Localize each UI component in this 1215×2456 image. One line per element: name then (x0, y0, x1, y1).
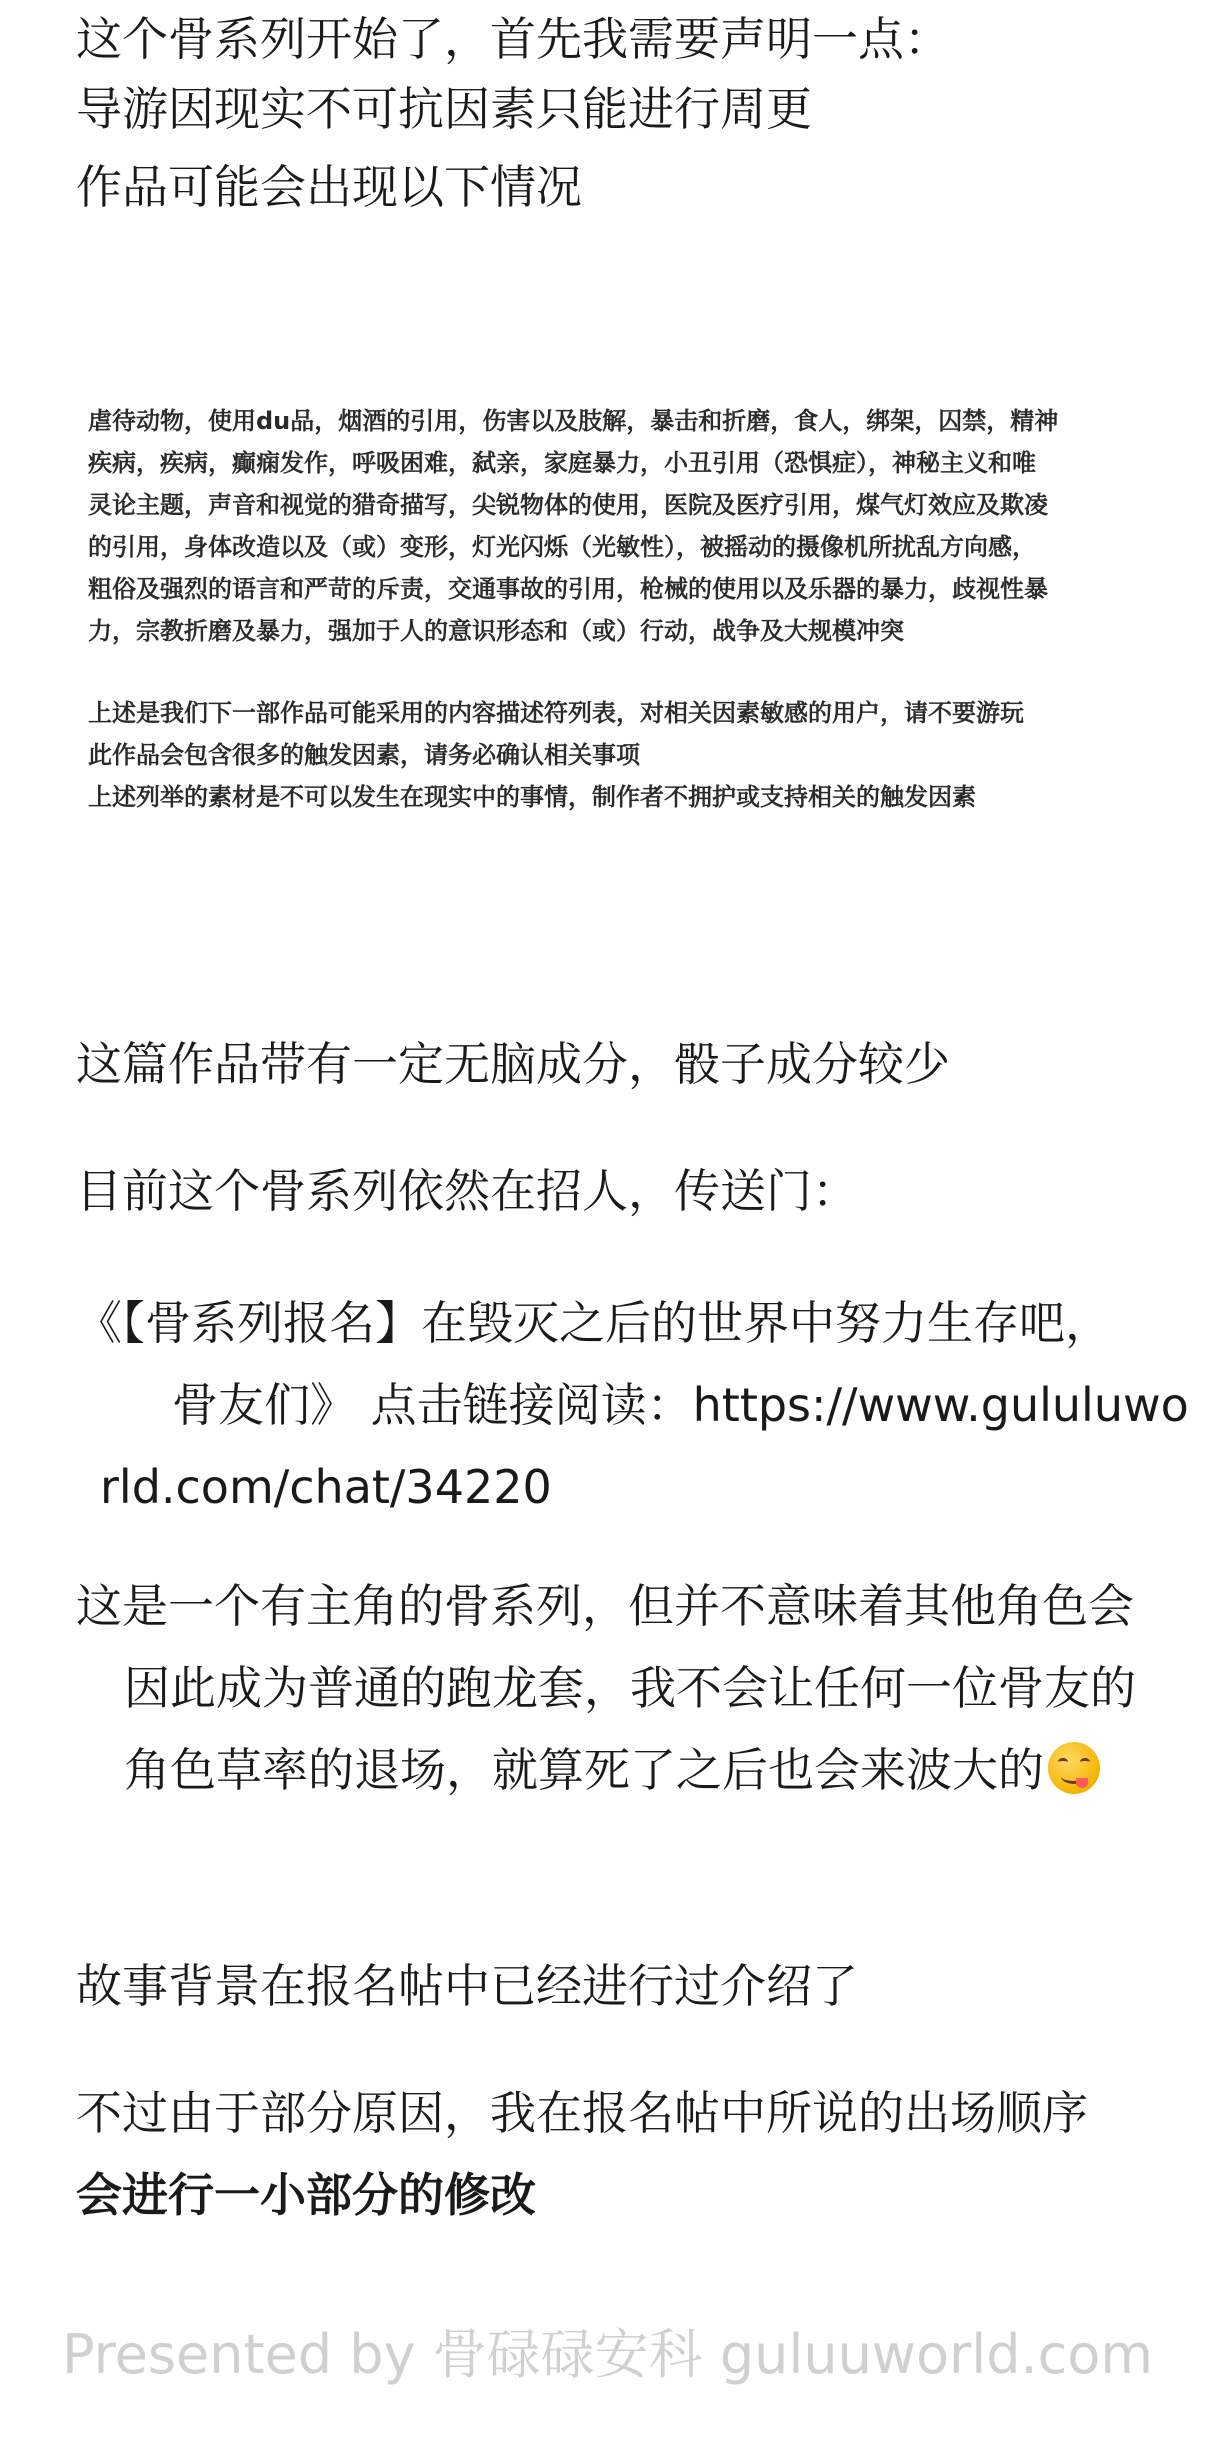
signup-link-line[interactable]: 骨友们》 点击链接阅读：https://www.gululuwo (172, 1378, 1189, 1432)
update-schedule-paragraph: 导游因现实不可抗因素只能进行周更 (76, 82, 812, 136)
order-change-line-bold: 会进行一小部分的修改 (76, 2168, 536, 2222)
recruiting-paragraph: 目前这个骨系列依然在招人，传送门： (76, 1164, 858, 1218)
protagonist-line: 这是一个有主角的骨系列，但并不意味着其他角色会 (76, 1579, 1134, 1633)
background-paragraph: 故事背景在报名帖中已经进行过介绍了 (76, 1959, 858, 2013)
protagonist-line: 因此成为普通的跑龙套，我不会让任何一位骨友的 (124, 1661, 1136, 1715)
content-warning-heading: 作品可能会出现以下情况 (76, 160, 582, 214)
signup-link-line[interactable]: rld.com/chat/34220 (100, 1460, 552, 1514)
warning-line: 疾病，疾病，癫痫发作，呼吸困难，弑亲，家庭暴力，小丑引用（恐惧症），神秘主义和唯 (88, 449, 1036, 477)
warning-line: 灵论主题，声音和视觉的猎奇描写，尖锐物体的使用，医院及医疗引用，煤气灯效应及欺凌 (88, 491, 1048, 519)
warning-line: 粗俗及强烈的语言和严苛的斥责，交通事故的引用，枪械的使用以及乐器的暴力，歧视性暴 (88, 575, 1048, 603)
yum-face-icon (1048, 1742, 1100, 1794)
warning-line: 虐待动物，使用du品，烟酒的引用，伤害以及肢解，暴击和折磨，食人，绑架，囚禁，精神 (88, 407, 1059, 435)
intro-paragraph: 这个骨系列开始了，首先我需要声明一点： (76, 12, 950, 66)
warning-note: 上述列举的素材是不可以发生在现实中的事情，制作者不拥护或支持相关的触发因素 (88, 783, 976, 811)
signup-link-paragraph (76, 1282, 1189, 1528)
warning-line: 的引用，身体改造以及（或）变形，灯光闪烁（光敏性），被摇动的摄像机所扰乱方向感， (88, 533, 1036, 561)
protagonist-paragraph (76, 1565, 1136, 1811)
content-warning-image (88, 400, 1138, 850)
warning-note: 上述是我们下一部作品可能采用的内容描述符列表，对相关因素敏感的用户，请不要游玩 (88, 699, 1024, 727)
style-note-paragraph: 这篇作品带有一定无脑成分，骰子成分较少 (76, 1037, 950, 1091)
protagonist-line: 角色草率的退场，就算死了之后也会来波大的 (124, 1743, 1044, 1797)
order-change-line: 不过由于部分原因，我在报名帖中所说的出场顺序 (76, 2086, 1088, 2140)
order-change-paragraph (76, 2072, 1088, 2236)
warning-note: 此作品会包含很多的触发因素，请务必确认相关事项 (88, 741, 640, 769)
signup-link-line: 《【骨系列报名】在毁灭之后的世界中努力生存吧， (76, 1296, 1111, 1350)
protagonist-line-last (76, 1729, 1136, 1811)
warning-line: 力，宗教折磨及暴力，强加于人的意识形态和（或）行动，战争及大规模冲突 (88, 617, 904, 645)
watermark-footer: Presented by 骨碌碌安科 guluuworld.com (62, 2323, 1153, 2386)
